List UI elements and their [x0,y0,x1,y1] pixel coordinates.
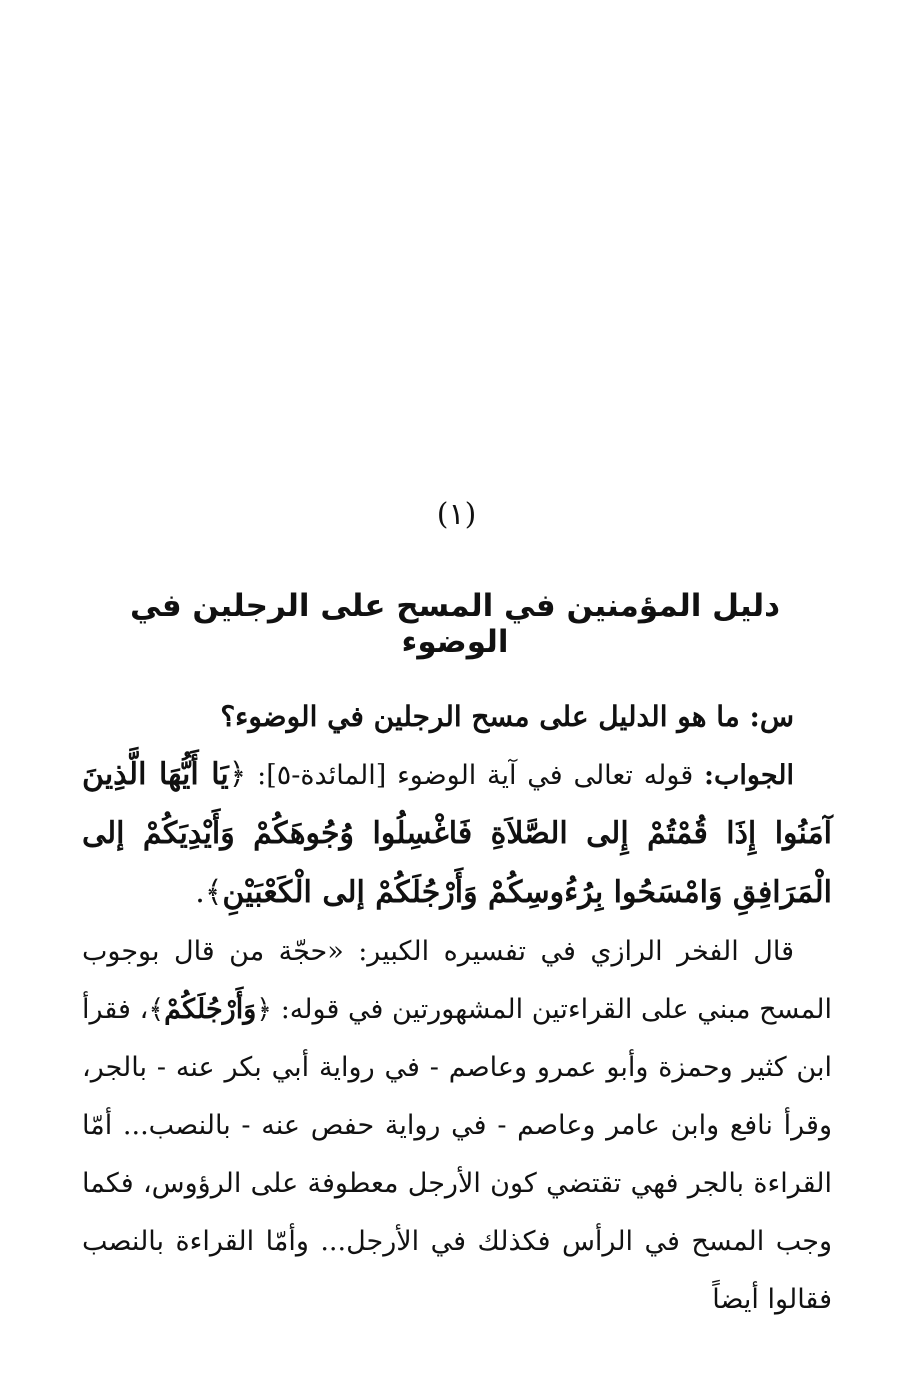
body-text [82,688,832,1329]
razi-verse-close-bracket: ﴾ [148,994,165,1025]
chapter-number: (١) [436,497,477,532]
verse-close-bracket: ﴾. [195,875,223,910]
answer-label: الجواب: [704,760,794,791]
quran-verse: يَا أَيُّهَا الَّذِينَ آمَنُوا إِذَا قُمْتُمْ إِلى الصَّلاَةِ فَاغْسِلُوا وُجُوهَكُمْ وَأَيْدِيَكُمْ إلى الْمَرَافِقِ وَامْسَحُوا بِرُءُوسِكُمْ وَأَرْجُلَكُمْ إلى الْكَعْبَيْنِ [82,757,832,910]
verse-open-bracket: ﴿ [228,757,247,792]
chapter-title: دليل المؤمنين في المسح على الرجلين في الوضوء [129,588,781,660]
razi-paragraph [82,923,832,1329]
razi-verse-open-bracket: ﴿ [256,994,273,1025]
razi-verse: وَأَرْجُلَكُمْ [164,994,257,1025]
question-paragraph: س: ما هو الدليل على مسح الرجلين في الوضوء؟ [220,700,794,733]
answer-intro: قوله تعالى في آية الوضوء [المائدة-٥]: [246,760,704,791]
answer-paragraph [82,746,832,923]
razi-text-part2: ، فقرأ ابن كثير وحمزة وأبو عمرو وعاصم - في رواية أبي بكر عنه - بالجر، وقرأ نافع وابن عامر وعاصم - في رواية حفص عنه - بالنصب... أمّا القراءة بالجر فهي تقتضي كون الأرجل معطوفة على الرؤوس، فكما وجب المسح في الرأس فكذلك في الأرجل... وأمّا القراءة بالنصب فقالوا أيضاً [82,994,832,1315]
razi-text-part1: قال الفخر الرازي في تفسيره الكبير: «حجّة من قال بوجوب المسح مبني على القراءتين المشهورتين في قوله: [82,936,832,1025]
